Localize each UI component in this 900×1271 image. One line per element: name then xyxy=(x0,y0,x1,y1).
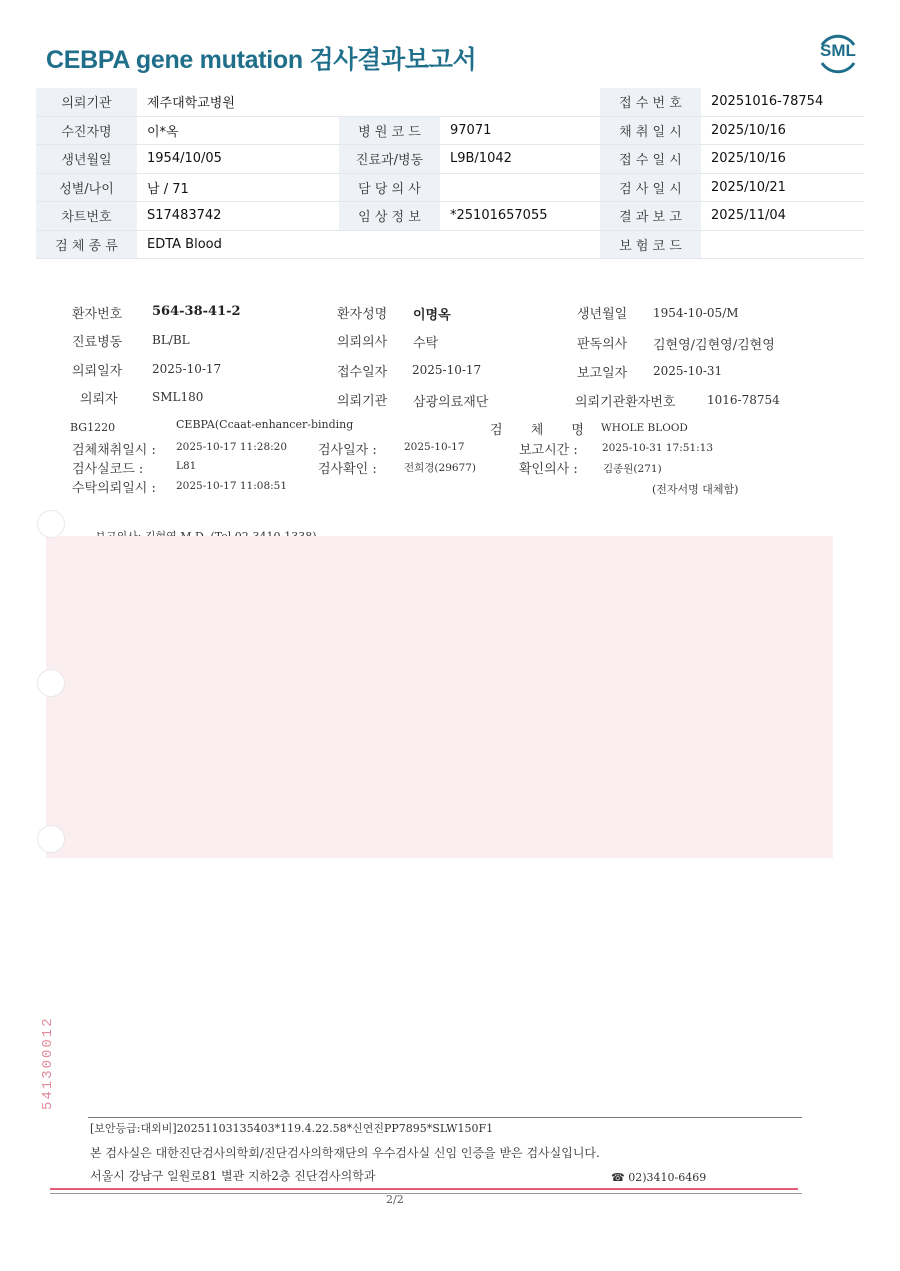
value-cell xyxy=(440,173,600,202)
value-cell: 제주대학교병원 xyxy=(137,88,600,116)
test-name: CEBPA(Ccaat-enhancer-binding xyxy=(176,418,354,431)
label-cell: 담 당 의 사 xyxy=(339,173,440,202)
requester-label: 의뢰자 xyxy=(80,392,118,407)
punch-hole xyxy=(37,825,65,853)
specimen-label: 검 체 명 xyxy=(490,423,596,438)
label-cell: 병 원 코 드 xyxy=(339,116,440,145)
report-time-label: 보고시간 : xyxy=(519,443,578,458)
label-cell: 보 험 코 드 xyxy=(600,230,701,259)
label-cell: 차트번호 xyxy=(36,202,137,231)
value-cell: 2025/10/16 xyxy=(701,116,864,145)
label-cell: 생년월일 xyxy=(36,145,137,174)
lab-code: L81 xyxy=(176,460,197,472)
label-cell: 임 상 정 보 xyxy=(339,202,440,231)
confirm-doc: 김종원(271) xyxy=(603,463,662,475)
header-info-table xyxy=(36,88,864,259)
consign-dt-label: 수탁의뢰일시 : xyxy=(72,481,156,496)
value-cell: 1954/10/05 xyxy=(137,145,339,174)
report-time: 2025-10-31 17:51:13 xyxy=(602,442,714,454)
value-cell xyxy=(701,230,864,259)
value-cell: 2025/11/04 xyxy=(701,202,864,231)
value-cell: 이*옥 xyxy=(137,116,339,145)
confirm-doc-label: 확인의사 : xyxy=(519,462,578,477)
req-org-label: 의뢰기관 xyxy=(337,394,388,409)
dob: 1954-10-05/M xyxy=(653,306,739,320)
table-row xyxy=(36,230,864,259)
label-cell: 수진자명 xyxy=(36,116,137,145)
consign-dt: 2025-10-17 11:08:51 xyxy=(176,480,288,492)
test-date-label: 검사일자 : xyxy=(318,443,377,458)
lab-address: 서울시 강남구 일원로81 별관 지하2층 진단검사의학과 xyxy=(90,1169,376,1183)
req-org: 삼광의료재단 xyxy=(413,395,489,410)
reader-label: 판독의사 xyxy=(577,337,628,352)
req-date-label: 의뢰일자 xyxy=(72,364,123,379)
label-cell: 접 수 일 시 xyxy=(600,145,701,174)
sml-logo xyxy=(813,31,863,75)
req-doctor: 수탁 xyxy=(413,336,439,351)
reader: 김현영/김현영/김현영 xyxy=(653,338,775,353)
label-cell: 결 과 보 고 xyxy=(600,202,701,231)
value-cell: 2025/10/16 xyxy=(701,145,864,174)
table-row xyxy=(36,88,864,116)
footer-pink-rule xyxy=(50,1188,798,1190)
value-cell: EDTA Blood xyxy=(137,230,600,259)
label-cell: 검 체 종 류 xyxy=(36,230,137,259)
esign-note: (전자서명 대체함) xyxy=(652,483,739,496)
label-cell: 접 수 번 호 xyxy=(600,88,701,116)
recv-date: 2025-10-17 xyxy=(412,363,482,377)
patient-no-label: 환자번호 xyxy=(72,307,123,322)
patient-name-label: 환자성명 xyxy=(337,307,388,322)
patient-name: 이명옥 xyxy=(413,308,451,323)
specimen: WHOLE BLOOD xyxy=(601,422,688,434)
value-cell: L9B/1042 xyxy=(440,145,600,174)
security-line: [보안등급:대외비]20251103135403*119.4.22.58*신연진PP7895*SLW150F1 xyxy=(90,1122,494,1135)
dob-label: 생년월일 xyxy=(577,307,628,322)
ward: BL/BL xyxy=(152,333,190,347)
value-cell: 남 / 71 xyxy=(137,173,339,202)
certification-text: 본 검사실은 대한진단검사의학회/진단검사의학재단의 우수검사실 신임 인증을 받은 검사실입니다. xyxy=(90,1146,600,1160)
value-cell: S17483742 xyxy=(137,202,339,231)
req-doctor-label: 의뢰의사 xyxy=(337,335,388,350)
table-row xyxy=(36,173,864,202)
table-row xyxy=(36,145,864,174)
punch-hole xyxy=(37,669,65,697)
footer-divider xyxy=(88,1117,802,1118)
recv-date-label: 접수일자 xyxy=(337,365,388,380)
logo-text: SML xyxy=(820,41,856,60)
collect-dt-label: 검체채취일시 : xyxy=(72,443,156,458)
req-org-pt: 1016-78754 xyxy=(707,393,780,407)
report-title: CEBPA gene mutation 검사결과보고서 xyxy=(46,46,477,74)
page-number: 2/2 xyxy=(386,1193,404,1206)
confirm: 전희경(29677) xyxy=(404,462,477,474)
label-cell: 의뢰기관 xyxy=(36,88,137,116)
report-date-label: 보고일자 xyxy=(577,366,628,381)
lab-phone: ☎ 02)3410-6469 xyxy=(611,1171,707,1184)
test-code: BG1220 xyxy=(70,421,116,434)
footer-bottom-rule xyxy=(50,1193,802,1194)
result-content-area xyxy=(46,536,833,858)
table-row xyxy=(36,116,864,145)
test-date: 2025-10-17 xyxy=(404,441,465,453)
value-cell: 97071 xyxy=(440,116,600,145)
ward-label: 진료병동 xyxy=(72,335,123,350)
label-cell: 검 사 일 시 xyxy=(600,173,701,202)
label-cell: 진료과/병동 xyxy=(339,145,440,174)
requester: SML180 xyxy=(152,390,204,404)
table-row xyxy=(36,202,864,231)
req-date: 2025-10-17 xyxy=(152,362,222,376)
value-cell: 2025/10/21 xyxy=(701,173,864,202)
value-cell: *25101657055 xyxy=(440,202,600,231)
label-cell: 채 취 일 시 xyxy=(600,116,701,145)
side-serial-number: 541300012 xyxy=(40,1016,56,1110)
collect-dt: 2025-10-17 11:28:20 xyxy=(176,441,288,453)
lab-code-label: 검사실코드 : xyxy=(72,462,144,477)
punch-hole xyxy=(37,510,65,538)
value-cell: 20251016-78754 xyxy=(701,88,864,116)
patient-no: 564-38-41-2 xyxy=(152,304,241,319)
label-cell: 성별/나이 xyxy=(36,173,137,202)
report-date: 2025-10-31 xyxy=(653,364,723,378)
confirm-label: 검사확인 : xyxy=(318,462,377,477)
req-org-pt-label: 의뢰기관환자번호 xyxy=(575,395,676,410)
